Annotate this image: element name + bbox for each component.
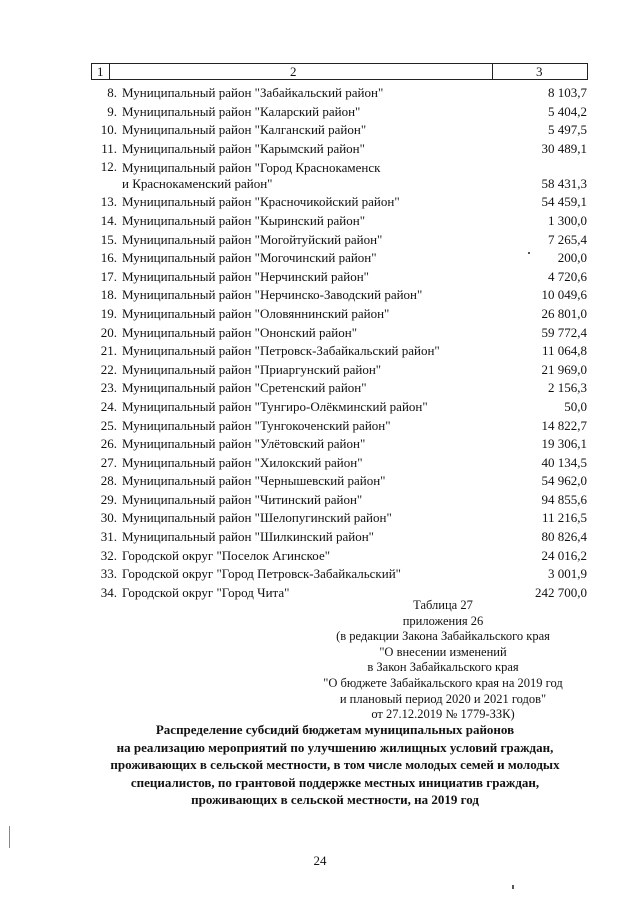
row-number: 31. — [100, 529, 117, 545]
table-caption — [298, 598, 588, 723]
table-row — [0, 435, 640, 454]
row-number: 26. — [100, 436, 117, 452]
row-value: 80 826,4 — [541, 529, 587, 545]
table-row — [0, 547, 640, 566]
section-heading — [80, 721, 590, 809]
row-value: 3 001,9 — [548, 566, 587, 582]
row-number: 29. — [100, 491, 117, 507]
row-number: 32. — [100, 547, 117, 563]
row-value: 8 103,7 — [548, 85, 587, 100]
row-number: 20. — [100, 324, 117, 340]
header-col-1: 1 — [97, 64, 104, 79]
row-value: 94 855,6 — [541, 491, 587, 507]
row-value: 1 300,0 — [548, 212, 587, 228]
row-number: 10. — [100, 122, 117, 138]
header-col-2: 2 — [290, 64, 297, 79]
table-row — [0, 324, 640, 343]
table-row — [0, 454, 640, 473]
table-row — [0, 193, 640, 212]
row-number: 18. — [100, 287, 117, 303]
row-value: 5 404,2 — [548, 103, 587, 119]
table-row — [0, 509, 640, 528]
row-name: Муниципальный район "Ононский район" — [122, 324, 358, 340]
table-row — [0, 379, 640, 398]
table-row — [0, 398, 640, 417]
row-number: 9. — [107, 103, 117, 119]
caption-line: Таблица 27 — [413, 598, 473, 612]
caption-line: приложения 26 — [402, 613, 484, 628]
table-row — [0, 103, 640, 122]
row-name: Муниципальный район "Хилокский район" — [122, 454, 363, 470]
row-name: Муниципальный район "Шилкинский район" — [122, 529, 374, 545]
row-name: Городской округ "Город Петровск-Забайкальский" — [122, 566, 401, 582]
row-value: 200,0 — [557, 250, 587, 266]
heading-line: на реализацию мероприятий по улучшению жилищных условий граждан, — [116, 739, 554, 755]
heading-line: проживающих в сельской местности, в том числе молодых семей и молодых — [110, 757, 560, 772]
row-name: Муниципальный район "Приаргунский район" — [122, 361, 382, 377]
row-name: Муниципальный район "Красночикойский район" — [122, 194, 400, 210]
table-row — [0, 286, 640, 305]
caption-line: (в редакции Закона Забайкальского края — [336, 629, 550, 644]
header-divider — [109, 64, 110, 79]
row-value: 11 064,8 — [541, 343, 587, 359]
row-name: Муниципальный район "Петровск-Забайкальский район" — [122, 343, 440, 359]
row-number: 16. — [100, 250, 117, 266]
row-number: 11. — [101, 140, 117, 156]
table-row — [0, 565, 640, 584]
row-name: Муниципальный район "Оловяннинский район" — [122, 305, 390, 321]
scan-speck — [512, 885, 514, 889]
row-name-line: и Краснокаменский район" — [122, 176, 273, 192]
row-name: Муниципальный район "Сретенский район" — [122, 380, 367, 396]
row-name-line: Муниципальный район "Город Краснокаменск — [122, 160, 381, 176]
scan-artifact — [9, 826, 10, 848]
table-row — [0, 342, 640, 361]
caption-line: "О бюджете Забайкальского края на 2019 год — [323, 675, 563, 690]
row-number: 8. — [107, 85, 117, 100]
row-name — [122, 160, 467, 192]
row-number: 28. — [100, 473, 117, 489]
row-name: Муниципальный район "Нерчинский район" — [122, 268, 369, 284]
row-value: 2 156,3 — [548, 380, 587, 396]
table-header — [91, 63, 588, 80]
row-name: Муниципальный район "Могойтуйский район" — [122, 231, 383, 247]
heading-line: проживающих в сельской местности, на 2019 год — [191, 792, 479, 807]
row-value: 30 489,1 — [541, 140, 587, 156]
row-value: 4 720,6 — [548, 268, 587, 284]
row-number: 21. — [100, 343, 117, 359]
row-name: Муниципальный район "Кыринский район" — [122, 212, 366, 228]
table-row — [0, 84, 640, 103]
row-name: Муниципальный район "Забайкальский район" — [122, 85, 384, 100]
row-value: 19 306,1 — [541, 436, 587, 452]
row-name: Муниципальный район "Тунгиро-Олёкминский район" — [122, 398, 428, 414]
row-value: 59 772,4 — [541, 324, 587, 340]
table-row — [0, 361, 640, 380]
row-name: Муниципальный район "Карымский район" — [122, 140, 365, 156]
table-row — [0, 417, 640, 436]
row-value: 50,0 — [564, 398, 587, 414]
row-number: 14. — [100, 212, 117, 228]
row-value: 54 962,0 — [541, 473, 587, 489]
table-row — [0, 212, 640, 231]
row-number: 25. — [100, 417, 117, 433]
caption-line: "О внесении изменений — [379, 644, 507, 659]
row-value: 11 216,5 — [541, 510, 587, 526]
row-number: 30. — [100, 510, 117, 526]
heading-line: специалистов, по грантовой поддержке местных инициатив граждан, — [130, 774, 540, 790]
row-name: Муниципальный район "Улётовский район" — [122, 436, 366, 452]
row-number: 23. — [100, 380, 117, 396]
row-value: 7 265,4 — [548, 231, 587, 247]
row-number: 19. — [100, 305, 117, 321]
heading-line: Распределение субсидий бюджетам муниципальных районов — [155, 722, 515, 737]
table-row — [0, 491, 640, 510]
row-number: 24. — [100, 398, 117, 414]
row-name: Муниципальный район "Чернышевский район" — [122, 473, 386, 489]
table-row — [0, 528, 640, 547]
row-value: 5 497,5 — [548, 122, 587, 138]
row-number: 13. — [100, 194, 117, 210]
row-number: 34. — [100, 584, 117, 600]
table-body — [0, 84, 640, 602]
row-name: Муниципальный район "Читинский район" — [122, 491, 363, 507]
scan-speck — [528, 252, 530, 254]
caption-line: от 27.12.2019 № 1779-ЗЗК) — [371, 707, 515, 722]
row-number: 33. — [100, 566, 117, 582]
caption-line: и плановый период 2020 и 2021 годов" — [339, 691, 547, 706]
table-row — [0, 121, 640, 140]
row-value: 21 969,0 — [541, 361, 587, 377]
row-value: 54 459,1 — [541, 194, 587, 210]
row-name: Муниципальный район "Тунгокоченский район" — [122, 417, 391, 433]
row-name: Муниципальный район "Калганский район" — [122, 122, 367, 138]
row-number: 12. — [100, 159, 117, 175]
row-name: Муниципальный район "Могочинский район" — [122, 250, 377, 266]
table-row — [0, 472, 640, 491]
row-number: 15. — [100, 231, 117, 247]
row-value: 242 700,0 — [535, 584, 587, 600]
row-value: 58 431,3 — [541, 176, 587, 192]
row-name: Муниципальный район "Каларский район" — [122, 103, 361, 119]
caption-line: в Закон Забайкальского края — [367, 660, 519, 675]
header-divider — [492, 64, 493, 79]
header-col-3: 3 — [536, 64, 543, 79]
row-value: 24 016,2 — [541, 547, 587, 563]
row-value: 10 049,6 — [541, 287, 587, 303]
row-name: Городской округ "Город Чита" — [122, 584, 290, 600]
table-row — [0, 140, 640, 159]
page-number: 24 — [313, 853, 327, 868]
row-value: 14 822,7 — [541, 417, 587, 433]
row-name: Муниципальный район "Шелопугинский район" — [122, 510, 392, 526]
row-value: 26 801,0 — [541, 305, 587, 321]
table-row — [0, 158, 640, 193]
row-number: 17. — [100, 268, 117, 284]
row-name: Муниципальный район "Нерчинско-Заводский район" — [122, 287, 423, 303]
row-value: 40 134,5 — [541, 454, 587, 470]
table-row — [0, 249, 640, 268]
row-name: Городской округ "Поселок Агинское" — [122, 547, 331, 563]
table-row — [0, 268, 640, 287]
table-row — [0, 231, 640, 250]
table-row — [0, 305, 640, 324]
row-number: 22. — [100, 361, 117, 377]
row-number: 27. — [100, 454, 117, 470]
